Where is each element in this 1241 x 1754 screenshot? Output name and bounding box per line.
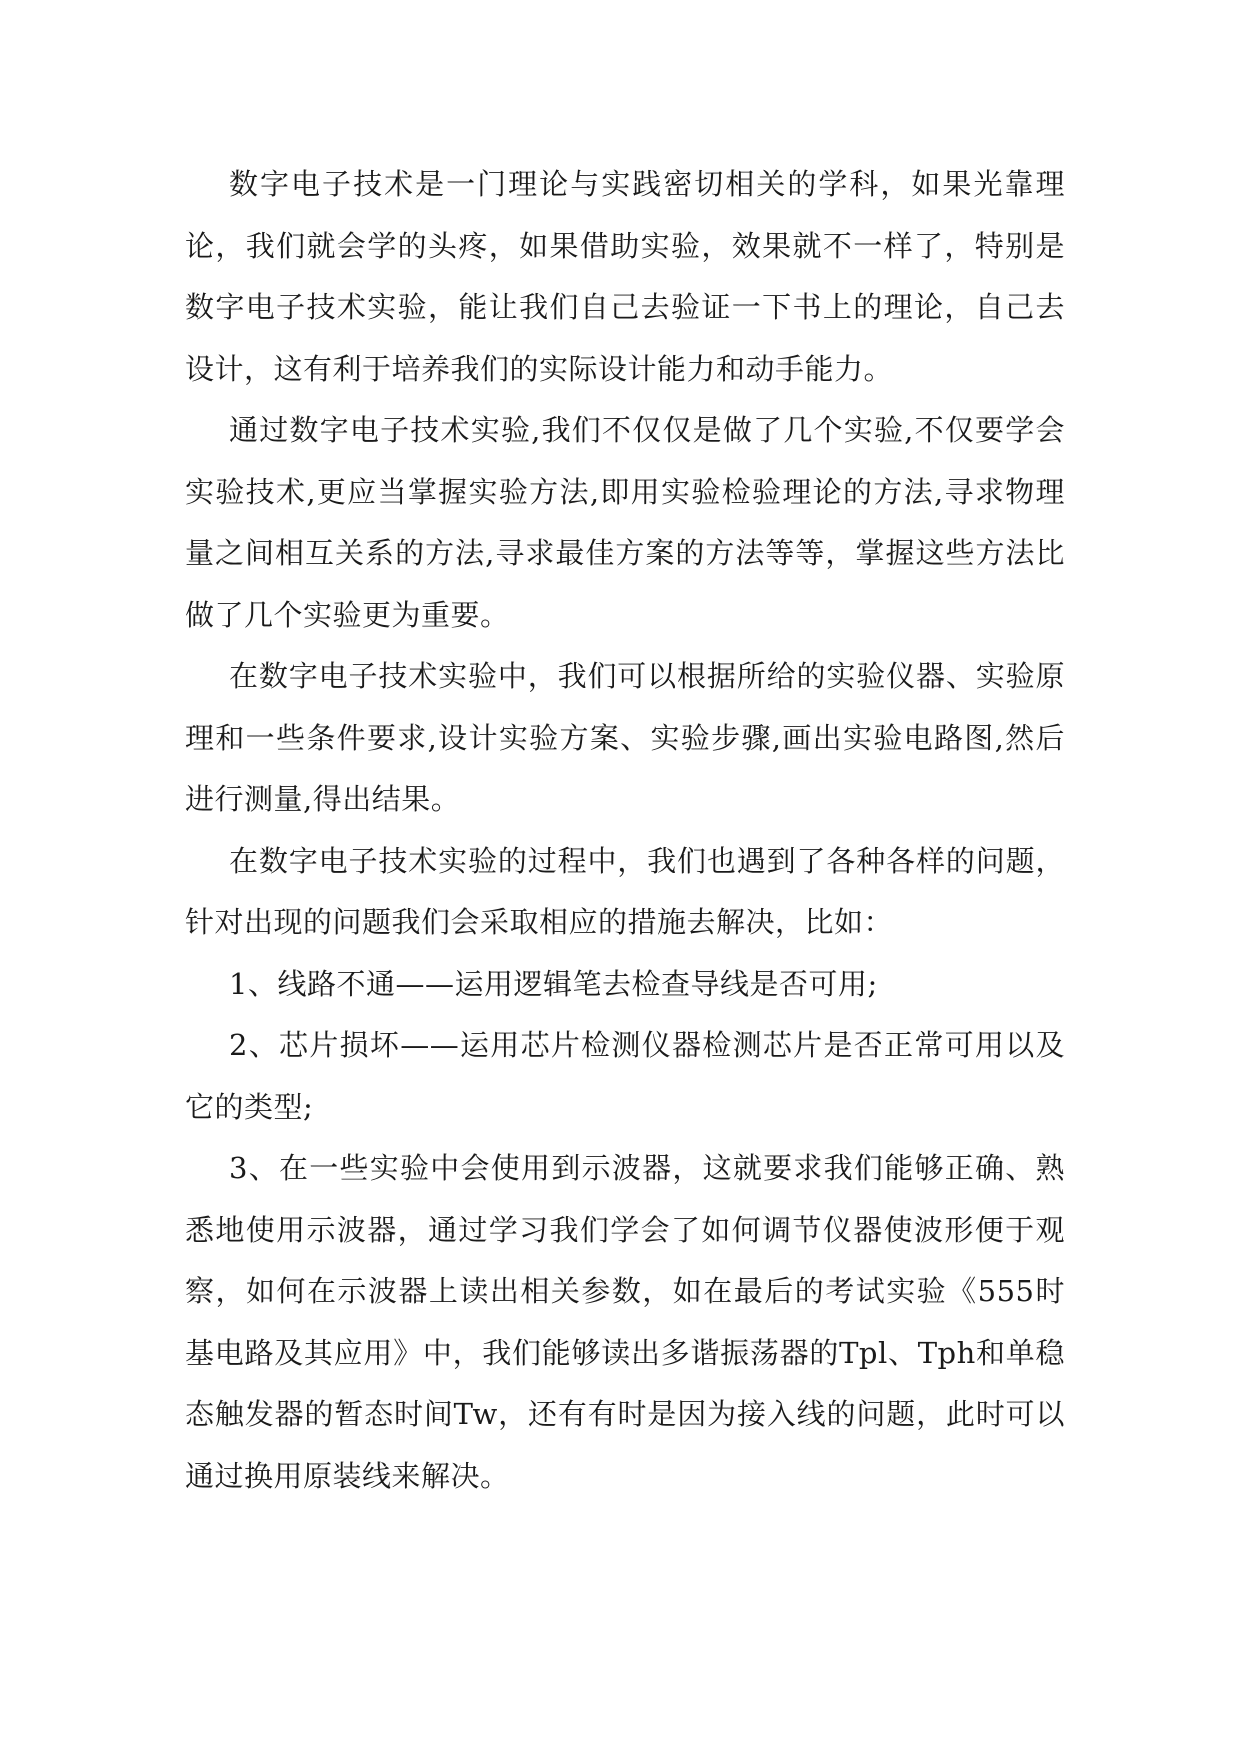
paragraph-problems: 在数字电子技术实验的过程中，我们也遇到了各种各样的问题，针对出现的问题我们会采取相应的措施去解决，比如： — [185, 843, 1065, 939]
list-item-chip: 2、芯片损坏——运用芯片检测仪器检测芯片是否正常可用以及它的类型; — [185, 1028, 1065, 1124]
paragraph-design: 在数字电子技术实验中，我们可以根据所给的实验仪器、实验原理和一些条件要求,设计实验方案、实验步骤,画出实验电路图,然后进行测量,得出结果。 — [185, 659, 1065, 816]
document-body — [185, 154, 1065, 1507]
paragraph-methods: 通过数字电子技术实验,我们不仅仅是做了几个实验,不仅要学会实验技术,更应当掌握实验方法,即用实验检验理论的方法,寻求物理量之间相互关系的方法,寻求最佳方案的方法等等，掌握这些方法比做了几个实验更为重要。 — [185, 413, 1065, 632]
list-item-oscilloscope: 3、在一些实验中会使用到示波器，这就要求我们能够正确、熟悉地使用示波器，通过学习我们学会了如何调节仪器使波形便于观察，如何在示波器上读出相关参数，如在最后的考试实验《555时基电路及其应用》中，我们能够读出多谐振荡器的Tpl、Tph和单稳态触发器的暂态时间Tw，还有有时是因为接入线的问题，此时可以通过换用原装线来解决。 — [185, 1151, 1065, 1493]
list-item-wiring: 1、线路不通——运用逻辑笔去检查导线是否可用; — [229, 966, 878, 1001]
paragraph-intro: 数字电子技术是一门理论与实践密切相关的学科，如果光靠理论，我们就会学的头疼，如果借助实验，效果就不一样了，特别是数字电子技术实验，能让我们自己去验证一下书上的理论，自己去设计，这有利于培养我们的实际设计能力和动手能力。 — [185, 167, 1065, 386]
